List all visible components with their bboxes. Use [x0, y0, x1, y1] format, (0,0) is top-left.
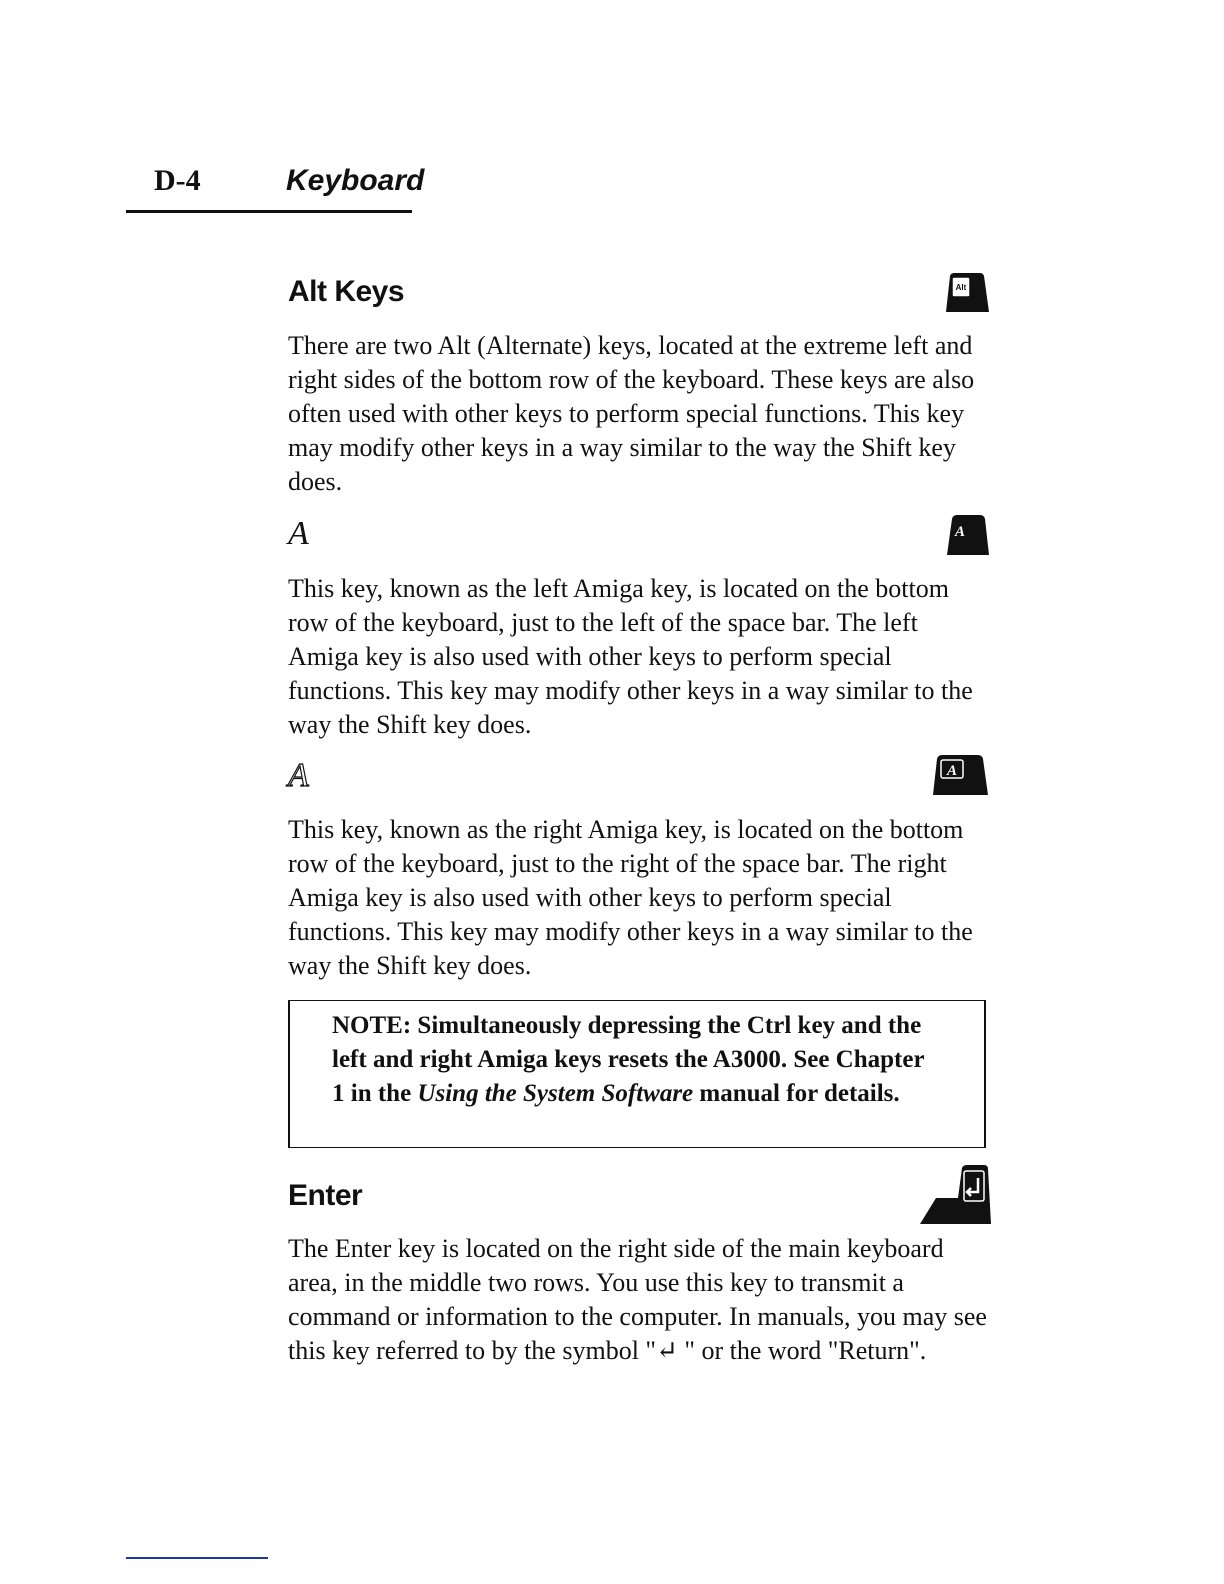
footer-rule [126, 1557, 268, 1559]
paragraph-enter-before: The Enter key is located on the right side of the main keyboard area, in the middle two rows. You use this key to transmit a command or information to the computer. In manuals, you may see this key referred to by the symbol " [288, 1234, 987, 1365]
section-enter [288, 1176, 988, 1216]
section-left-amiga [288, 514, 988, 554]
paragraph-left-amiga: This key, known as the left Amiga key, is located on the bottom row of the keyboard, just to the left of the space bar. The left Amiga key is also used with other keys to perform special functions. This key may modify other keys in a way similar to the way the Shift key does. [288, 574, 973, 739]
enter-key-icon [918, 1164, 992, 1226]
section-heading-alt-keys: Alt Keys [288, 275, 405, 308]
left-amiga-keycap-label: A [954, 524, 966, 540]
note-manual-title: Using the System Software [417, 1080, 694, 1107]
section-alt-keys-body [288, 329, 988, 499]
section-alt-keys [288, 272, 988, 312]
left-amiga-key-icon [944, 514, 990, 556]
note-box [288, 1000, 986, 1148]
section-left-amiga-body [288, 572, 988, 742]
right-amiga-key-icon [930, 754, 990, 796]
note-text-after: manual for details. [693, 1080, 900, 1107]
paragraph-enter-after: " or the word "Return". [677, 1336, 927, 1365]
header-rule [126, 210, 412, 213]
return-symbol: ↵ [656, 1336, 678, 1365]
paragraph-enter [288, 1232, 988, 1368]
section-heading-enter: Enter [288, 1179, 363, 1212]
right-amiga-keycap-label: A [946, 763, 958, 779]
section-right-amiga-body [288, 813, 988, 983]
alt-key-icon [940, 272, 990, 314]
section-heading-right-amiga: A [288, 757, 309, 794]
chapter-title: Keyboard [286, 164, 425, 197]
paragraph-right-amiga: This key, known as the right Amiga key, is located on the bottom row of the keyboard, just to the right of the space bar. The right Amiga key is also used with other keys to perform special functions. This key may modify other keys in a way similar to the way the Shift key does. [288, 815, 973, 980]
note-text [332, 1009, 942, 1111]
note-text-before: NOTE: Simultaneously depressing the Ctrl key and the left and right Amiga keys resets the A3000. See Chapter 1 in the [332, 1012, 925, 1107]
paragraph-alt-keys: There are two Alt (Alternate) keys, located at the extreme left and right sides of the bottom row of the keyboard. These keys are also often used with other keys to perform special functions. This key may modify other keys in a way similar to the way the Shift key does. [288, 331, 975, 496]
alt-keycap-label: Alt [955, 283, 967, 292]
section-heading-left-amiga: A [288, 515, 309, 552]
section-right-amiga [288, 756, 988, 796]
section-enter-body [288, 1232, 988, 1368]
page-number: D-4 [154, 164, 201, 197]
